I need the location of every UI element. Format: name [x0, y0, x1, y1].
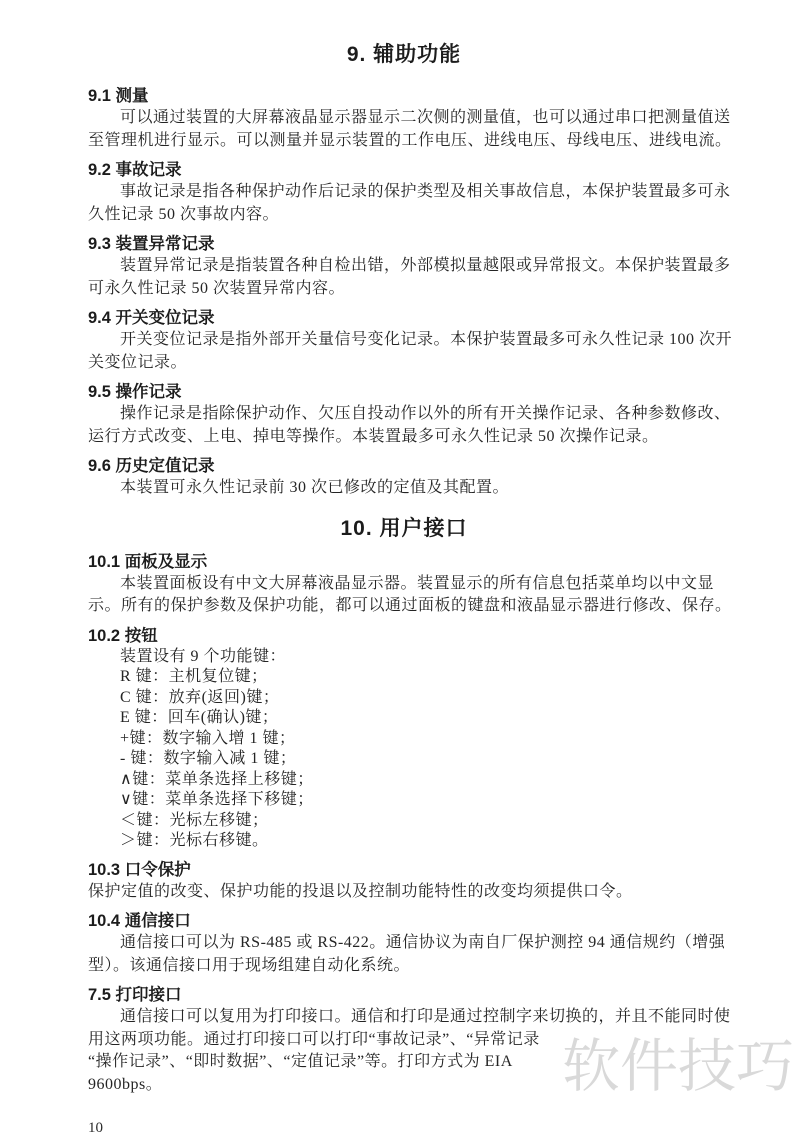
body-line: 事故记录是指各种保护动作后记录的保护类型及相关事故信息，本保护装置最多可永: [120, 183, 731, 200]
body-line: “操作记录”、“即时数据”、“定值记录”等。打印方式为 EIA: [88, 1053, 513, 1070]
manual-section: [88, 85, 732, 152]
body-line: 保护定值的改变、保护功能的投退以及控制功能特性的改变均须提供口令。: [88, 882, 633, 900]
body-line: 可永久性记录 50 次装置异常内容。: [88, 279, 346, 297]
section-heading: 10.1 面板及显示: [88, 552, 208, 571]
section-heading: 10.2 按钮: [88, 626, 158, 645]
body-line: 开关变位记录是指外部开关量信号变化记录。本保护装置最多可永久性记录 100 次开: [120, 331, 733, 348]
body-line: 关变位记录。: [88, 353, 188, 371]
manual-section: [88, 625, 720, 852]
manual-section: [88, 159, 731, 226]
manual-section: [88, 551, 732, 618]
key-list-item: +键：数字输入增 1 键；: [120, 729, 296, 747]
body-line: 装置异常记录是指装置各种自检出错，外部模拟量越限或异常报文。本保护装置最多: [120, 257, 731, 274]
section-heading: 10.4 通信接口: [88, 912, 191, 930]
body-line: 可以通过装置的大屏幕液晶显示器显示二次侧的测量值，也可以通过串口把测量值送: [120, 109, 731, 126]
page-number: 10: [88, 1120, 103, 1136]
section-heading: 9.6 历史定值记录: [88, 457, 215, 475]
watermark-text: 软件技巧: [556, 1028, 794, 1106]
manual-section: [88, 910, 726, 977]
key-list-item: C 键：放弃(返回)键；: [120, 688, 280, 706]
chapter-title: 10. 用户接口: [340, 516, 468, 540]
section-heading: 9.4 开关变位记录: [88, 309, 215, 327]
key-list-item: ∨键：菜单条选择下移键；: [120, 791, 314, 808]
key-list-item: - 键：数字输入减 1 键；: [120, 750, 297, 767]
section-heading: 9.3 装置异常记录: [88, 235, 215, 253]
body-line: 久性记录 50 次事故内容。: [88, 205, 280, 223]
body-line: 9600bps。: [88, 1075, 163, 1093]
manual-section: [88, 381, 731, 448]
manual-section: [88, 455, 720, 500]
body-line: 通信接口可以复用为打印接口。通信和打印是通过控制字来切换的，并且不能同时使: [120, 1008, 731, 1025]
body-line: 操作记录是指除保护动作、欠压自投动作以外的所有开关操作记录、各种参数修改、: [120, 405, 731, 422]
key-list-item: E 键：回车(确认)键；: [120, 709, 279, 726]
key-list-item: ＞键：光标右移键。: [120, 832, 269, 849]
body-line: 运行方式改变、上电、掉电等操作。本装置最多可永久性记录 50 次操作记录。: [88, 427, 659, 445]
section-heading: 10.3 口令保护: [88, 860, 191, 879]
manual-section: [88, 233, 731, 300]
section-heading: 9.2 事故记录: [88, 161, 182, 179]
body-line: 至管理机进行显示。可以测量并显示装置的工作电压、进线电压、母线电压、进线电流。: [88, 131, 732, 149]
section-heading: 7.5 打印接口: [88, 986, 182, 1004]
chapter-title: 9. 辅助功能: [346, 43, 462, 66]
document-body: [88, 0, 733, 1096]
body-line: 示。所有的保护参数及保护功能，都可以通过面板的键盘和液晶显示器进行修改、保存。: [88, 597, 732, 614]
manual-section: [88, 307, 733, 374]
manual-section: [88, 859, 720, 904]
body-line: 本装置可永久性记录前 30 次已修改的定值及其配置。: [120, 479, 510, 496]
section-heading: 9.1 测量: [88, 87, 149, 105]
body-line: 用这两项功能。通过打印接口可以打印“事故记录”、“异常记录: [88, 1030, 540, 1048]
section-heading: 9.5 操作记录: [88, 383, 182, 401]
key-list-item: 装置设有 9 个功能键：: [120, 647, 287, 665]
body-line: 通信接口可以为 RS-485 或 RS-422。通信协议为南自厂保护测控 94 通信规约（增强: [120, 934, 726, 951]
key-list-item: ∧键：菜单条选择上移键；: [120, 770, 314, 788]
body-line: 本装置面板设有中文大屏幕液晶显示器。装置显示的所有信息包括菜单均以中文显: [120, 574, 715, 592]
key-list-item: ＜键：光标左移键；: [120, 811, 269, 829]
key-list-item: R 键：主机复位键；: [120, 668, 268, 685]
body-line: 型）。该通信接口用于现场组建自动化系统。: [88, 956, 411, 974]
